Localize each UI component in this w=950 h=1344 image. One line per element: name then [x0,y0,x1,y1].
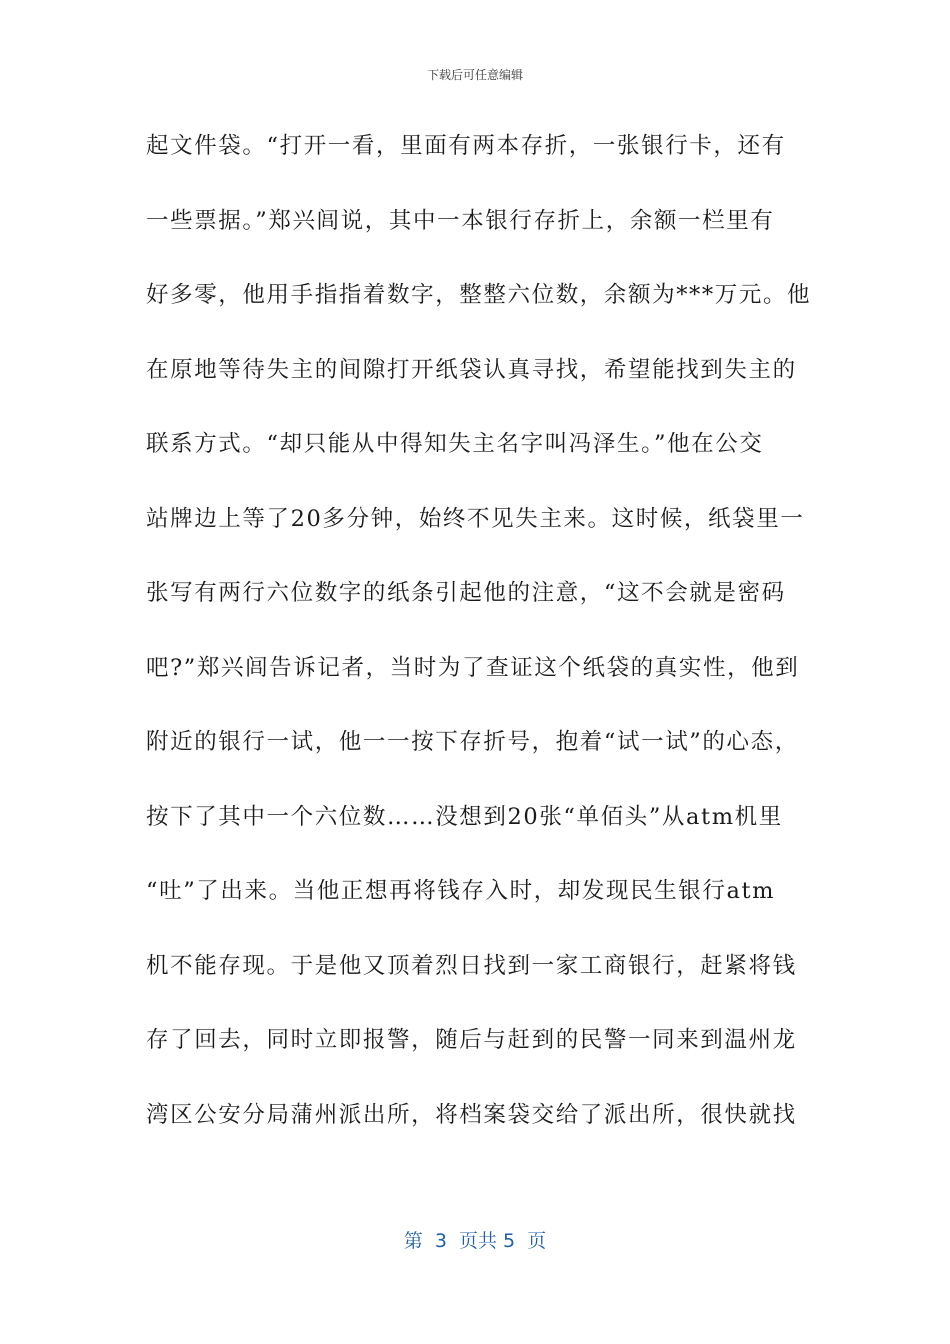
text-line: 在原地等待失主的间隙打开纸袋认真寻找，希望能找到失主的 [146,356,797,383]
text-line: 附近的银行一试，他一一按下存折号，抱着“试一试”的心态， [146,729,799,755]
body-text [146,120,812,1163]
text-line: 联系方式。“却只能从中得知失主名字叫冯泽生。”他在公交 [146,431,764,457]
text-line: 起文件袋。“打开一看，里面有两本存折，一张银行卡，还有 [146,133,786,159]
text-line: 吧?”郑兴闾告诉记者，当时为了查证这个纸袋的真实性，他到 [146,654,800,681]
text-line: 按下了其中一个六位数……没想到20张“单佰头”从atm机里 [146,803,783,830]
text-line: 一些票据。”郑兴闾说，其中一本银行存折上，余额一栏里有 [146,207,775,234]
text-line: 好多零，他用手指指着数字，整整六位数，余额为***万元。他 [146,282,812,308]
text-line: 机不能存现。于是他又顶着烈日找到一家工商银行，赶紧将钱 [146,952,797,979]
text-line: 存了回去，同时立即报警，随后与赶到的民警一同来到温州龙 [146,1027,797,1053]
page-number-footer: 第 3 页共 5 页 [403,1230,547,1252]
text-line: 张写有两行六位数字的纸条引起他的注意，“这不会就是密码 [146,580,786,606]
text-line: “吐”了出来。当他正想再将钱存入时，却发现民生银行atm [146,878,776,904]
text-line: 站牌边上等了20多分钟，始终不见失主来。这时候，纸袋里一 [146,505,805,532]
page-header: 下载后可任意编辑 [426,68,523,82]
text-line: 湾区公安分局蒲州派出所，将档案袋交给了派出所，很快就找 [146,1101,797,1128]
